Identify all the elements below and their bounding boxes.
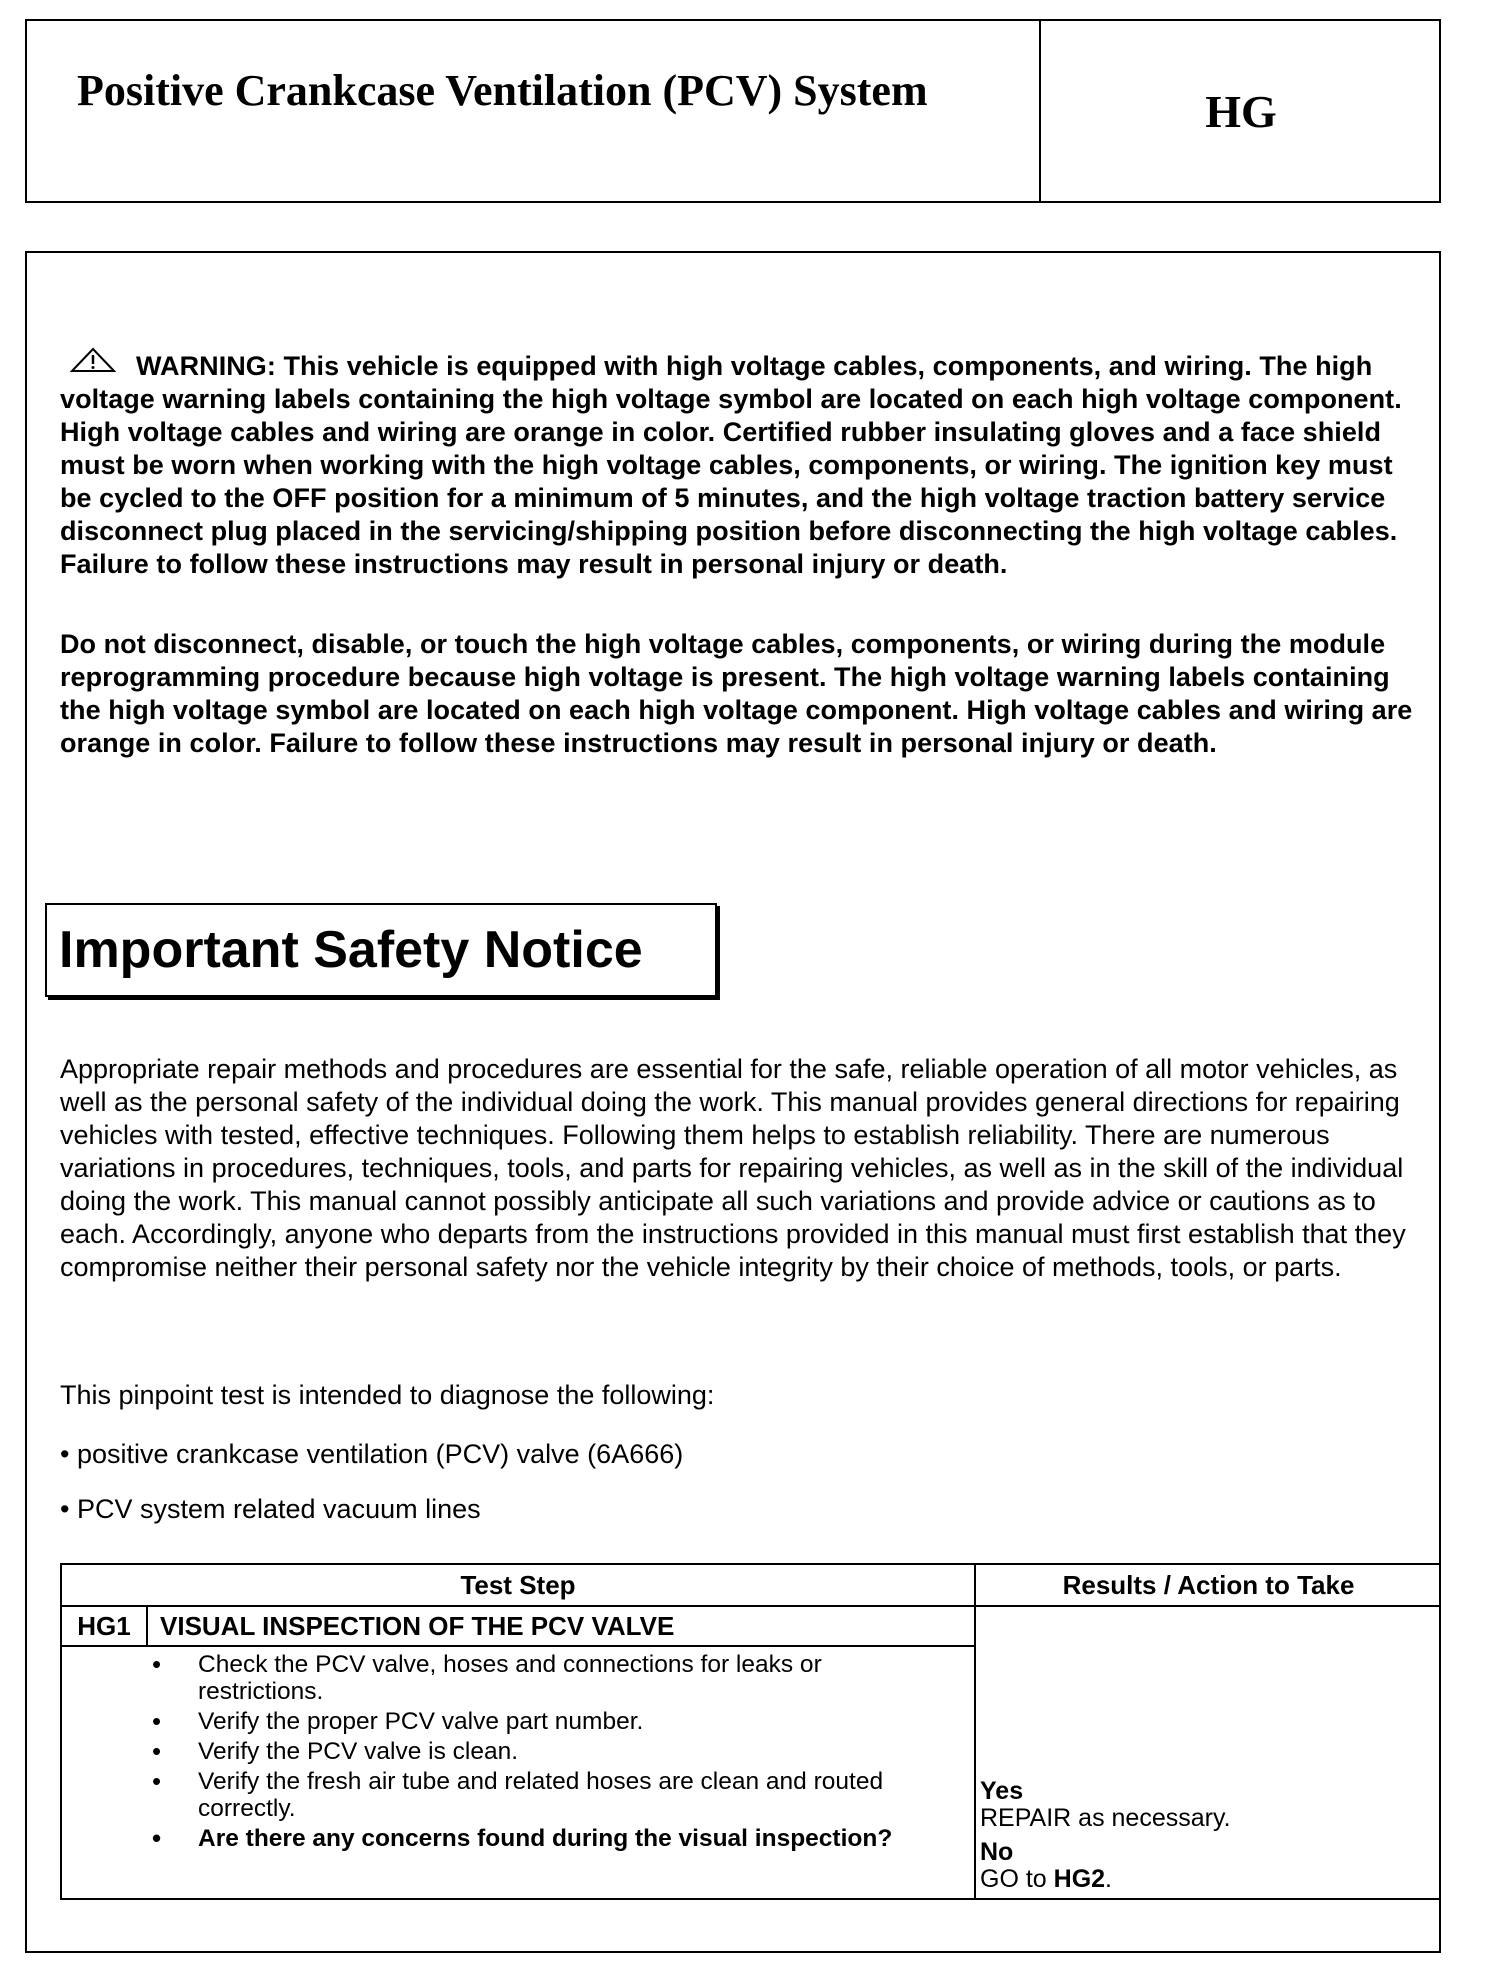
column-header-test-step: Test Step	[460, 1569, 576, 1600]
step-question: • Are there any concerns found during the visual inspection?	[152, 1825, 952, 1852]
step-instruction: • Verify the proper PCV valve part number.	[152, 1708, 952, 1735]
result-yes-action: REPAIR as necessary.	[980, 1804, 1231, 1832]
safety-notice-body: Appropriate repair methods and procedures are essential for the safe, reliable operation of all motor vehicles, as well as the personal safety of the individual doing the work. This manual provides general directions for repairing vehicles with tested, effective techniques. Following them helps to establish reliability. There are numerous variations in procedures, techniques, tools, and parts for repairing vehicles, as well as in the skill of the individual doing the work. This manual cannot possibly anticipate all such variations and provide advice or cautions as to each. Accordingly, anyone who departs from the instructions provided in this manual must first establish that they compromise neither their personal safety nor the vehicle integrity by their choice of methods, tools, or parts.	[60, 1054, 1406, 1282]
pinpoint-item-text: positive crankcase ventilation (PCV) valve (6A666)	[76, 1439, 684, 1469]
table-rule	[62, 1645, 974, 1647]
result-no-action-suffix: .	[1105, 1865, 1112, 1893]
page-header	[25, 19, 1441, 203]
result-no	[980, 1839, 1112, 1893]
safety-notice-title: Important Safety Notice	[59, 921, 643, 979]
pinpoint-intro: This pinpoint test is intended to diagnose the following:	[60, 1380, 715, 1410]
warning-paragraph-1	[60, 347, 1430, 581]
step-instruction: • Verify the PCV valve is clean.	[152, 1738, 952, 1765]
safety-notice-heading-box	[45, 903, 717, 997]
step-instruction: • Check the PCV valve, hoses and connections for leaks or restrictions.	[152, 1651, 952, 1705]
column-header-results: Results / Action to Take	[1062, 1569, 1355, 1600]
step-id: HG1	[77, 1610, 131, 1641]
result-no-label: No	[980, 1838, 1014, 1866]
pinpoint-item-text: PCV system related vacuum lines	[76, 1494, 481, 1524]
section-code: HG	[1205, 85, 1277, 137]
table-rule	[146, 1605, 148, 1645]
step-instruction: • Verify the fresh air tube and related hoses are clean and routed correctly.	[152, 1768, 952, 1822]
pinpoint-item: • PCV system related vacuum lines	[60, 1494, 481, 1524]
warning-triangle-icon	[70, 347, 116, 373]
step-instructions	[152, 1651, 952, 1855]
result-no-action-target: HG2	[1053, 1865, 1106, 1893]
table-rule	[974, 1565, 976, 1898]
result-yes-label: Yes	[980, 1777, 1024, 1805]
warning-paragraph-2: Do not disconnect, disable, or touch the high voltage cables, components, or wiring during the module reprogramming procedure because high voltage is present. The high voltage warning labels containing the high voltage symbol are located on each high voltage component. High voltage cables and wiring are orange in color. Failure to follow these instructions may result in personal injury or death.	[60, 629, 1413, 758]
step-title: VISUAL INSPECTION OF THE PCV VALVE	[160, 1610, 675, 1641]
result-yes	[980, 1778, 1231, 1832]
result-no-action-prefix: GO to	[980, 1865, 1047, 1893]
warning-label: WARNING:	[136, 351, 276, 381]
main-content	[25, 251, 1441, 1953]
warning-text-1: This vehicle is equipped with high voltage cables, components, and wiring. The high voltage warning labels containing the high voltage symbol are located on each high voltage component. High voltage cables and wiring are orange in color. Certified rubber insulating gloves and a face shield must be worn when working with the high voltage cables, components, or wiring. The ignition key must be cycled to the OFF position for a minimum of 5 minutes, and the high voltage traction battery service disconnect plug placed in the servicing/shipping position before disconnecting the high voltage cables. Failure to follow these instructions may result in personal injury or death.	[60, 351, 1402, 579]
pinpoint-item: • positive crankcase ventilation (PCV) valve (6A666)	[60, 1439, 684, 1469]
test-step-table	[60, 1563, 1441, 1900]
page-title: Positive Crankcase Ventilation (PCV) System	[77, 66, 928, 115]
